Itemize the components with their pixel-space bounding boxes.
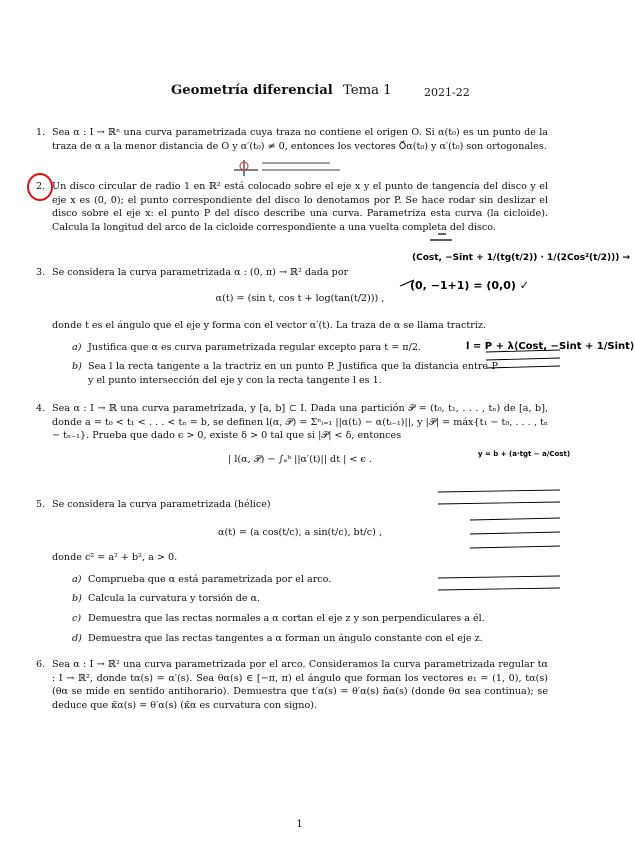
doc-year: 2021-22: [424, 86, 470, 99]
part-label: a): [72, 573, 82, 585]
problem-text: Sea α : I → ℝ² una curva parametrizada por el arco. Consideramos la curva parametrizada regular tα : I → ℝ², donde tα(s) = α′(s). Sea θα(s) ∈ [−π, π) el ángulo que forman los vectores e₁ = (1, 0), tα(s) (θα se mide en sentido antihorario). Demuestra que t′α(s) = θ′α(s) n̄α(s) (donde θα sea continua); se deduce que κ̄α(s) = θ′α(s) (κ̄α es curvatura con signo).: [52, 659, 548, 711]
problem-number: 4.: [36, 403, 46, 414]
part-label: a): [72, 341, 82, 353]
problem-formula: α(t) = (sin t, cos t + log(tan(t/2))) ,: [215, 292, 385, 304]
part-label: b): [72, 361, 82, 373]
problem-after: donde t es el ángulo que el eje y forma con el vector α′(t). La traza de α se llama tractriz.: [52, 320, 486, 332]
red-circle-mark: [28, 174, 52, 200]
page-number: 1: [296, 819, 303, 830]
problem-text: Sea α : I → ℝⁿ una curva parametrizada cuya traza no contiene el origen O. Si α(t₀) es un punto de la traza de α a la menor distancia de O y α′(t₀) ≠ 0, entonces los vectores O⃗α(t₀) y α′(t₀) son ortogonales.: [52, 127, 548, 152]
handwritten-note-4: y = b + (a·tgt − a/Cost): [478, 450, 571, 458]
problem-number: 3.: [36, 267, 46, 278]
doc-topic: Tema 1: [343, 83, 392, 98]
problem-number: 1.: [36, 127, 46, 138]
scribble-lines: [438, 350, 560, 590]
problem-intro: Se considera la curva parametrizada α : (0, π) → ℝ² dada por: [52, 267, 349, 278]
sketch-doodle: [234, 160, 340, 176]
handwritten-note-2: (0, −1+1) = (0,0) ✓: [410, 279, 529, 292]
problem-formula: | l(α, 𝒫) − ∫ₐᵇ ||α′(t)|| dt | < ϵ .: [228, 453, 372, 465]
part-text: Justifica que α es curva parametrizada regular excepto para t = π/2.: [88, 341, 421, 353]
problem-intro: Se considera la curva parametrizada (hélice): [52, 499, 271, 510]
problem-text: Un disco circular de radio 1 en ℝ² está colocado sobre el eje x y el punto de tangencia del disco y el eje x es (0, 0); el punto correspondiente del disco lo denotamos por P. Se hace rodar sin deslizar el disco sobre el eje x: el punto P del disco describe una curva. Parametriza esta curva (la cicloide). Calcula la longitud del arco de la cicloide correspondiente a una vuelta completa del disco.: [52, 181, 548, 233]
part-text: Demuestra que las rectas tangentes a α forman un ángulo constante con el eje z.: [88, 632, 483, 644]
problem-number: 6.: [36, 659, 46, 670]
problem-number: 2.: [36, 181, 46, 192]
part-text: Calcula la curvatura y torsión de α.: [88, 593, 261, 605]
problem-formula: α(t) = (a cos(t/c), a sin(t/c), bt/c) ,: [217, 526, 383, 538]
problem-intro: Sea α : I → ℝ una curva parametrizada, y [a, b] ⊂ I. Dada una partición 𝒫 = (t₀, t₁, . . . , tₙ) de [a, b], donde a = t₀ < t₁ < . . . < tₙ = b, se definen l(α, 𝒫) = Σⁿᵢ₌₁ ||α(tᵢ) − α(tᵢ₋₁)||, y |𝒫| = máx{t₁ − t₀, . . . , tₙ − tₙ₋₁}. Prueba que dado ϵ > 0, existe δ > 0 tal que si |𝒫| < δ, entonces: [52, 403, 548, 442]
handwritten-note-1: (Cost, −Sint + 1/(tg(t/2)) · 1/(2Cos²(t/2))) →: [412, 253, 631, 263]
problem-number: 5.: [36, 499, 46, 510]
doc-title: Geometría diferencial: [171, 83, 333, 98]
part-label: b): [72, 593, 82, 605]
part-text: Comprueba que α está parametrizada por el arco.: [88, 573, 332, 585]
problem-after: donde c² = a² + b², a > 0.: [52, 552, 178, 564]
handwritten-note-3: l = P + λ⟨Cost, −Sint + 1/Sint⟩: [466, 341, 635, 352]
part-label: d): [72, 632, 82, 644]
part-label: c): [72, 612, 82, 624]
part-text: Demuestra que las rectas normales a α cortan el eje z y son perpendiculares a él.: [88, 612, 485, 624]
part-text: Sea l la recta tangente a la tractriz en un punto P. Justifica que la distancia entre P y el punto intersección del eje y con la recta tangente l es 1.: [88, 361, 498, 386]
